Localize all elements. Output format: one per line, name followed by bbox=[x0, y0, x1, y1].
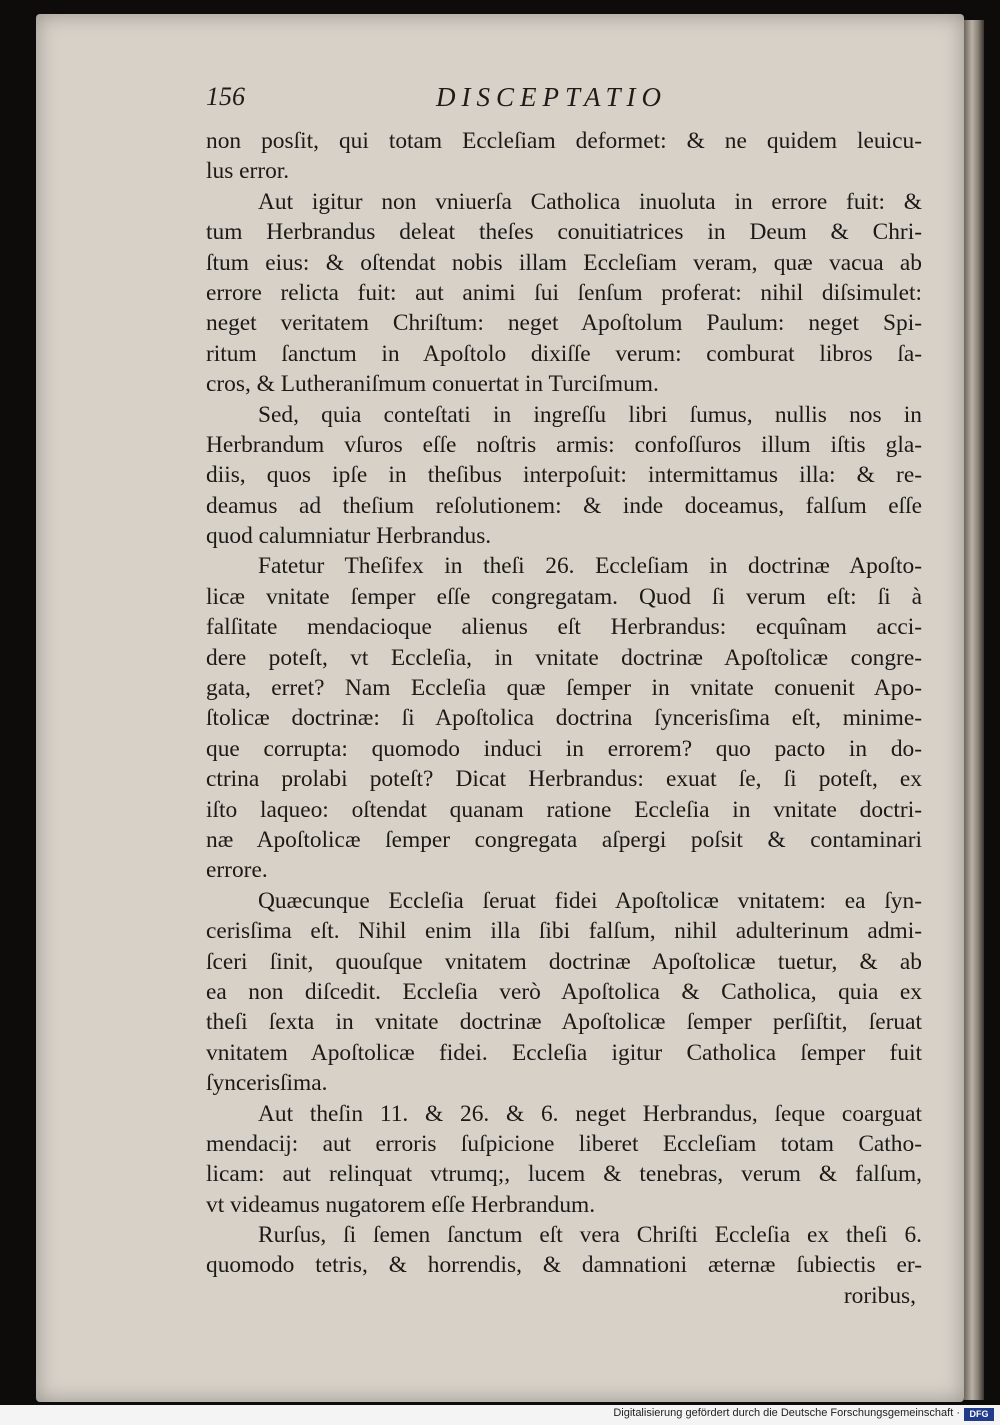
text-line: gata, erret? Nam Eccleſia quæ ſemper in vnitate conuenit Apo- bbox=[206, 675, 922, 702]
text-line: ctrina prolabi poteſt? Dicat Herbrandus: exuat ſe, ſi poteſt, ex bbox=[206, 766, 922, 793]
text-line: ſceri ſinit, quouſque vnitatem doctrinæ Apoſtolicæ tuetur, & ab bbox=[206, 948, 922, 975]
text-line: Herbrandum vſuros eſſe noſtris armis: confoſſuros illum iſtis gla- bbox=[206, 431, 922, 458]
text-line: iſto laqueo: oſtendat quanam ratione Eccleſia in vnitate doctri- bbox=[206, 796, 922, 823]
text-line: Aut theſin 11. & 26. & 6. neget Herbrandus, ſeque coarguat bbox=[258, 1100, 922, 1127]
text-line: mendacij: aut erroris ſuſpicione liberet Eccleſiam totam Catho- bbox=[206, 1130, 922, 1157]
text-line: dere poteſt, vt Eccleſia, in vnitate doctrinæ Apoſtolicæ congre- bbox=[206, 644, 922, 671]
page-edge bbox=[964, 20, 984, 1400]
text-line: quomodo tetris, & horrendis, & damnationi æternæ ſubiectis er- bbox=[206, 1252, 922, 1279]
text-line: Rurſus, ſi ſemen ſanctum eſt vera Chriſti Eccleſia ex theſi 6. bbox=[258, 1222, 922, 1249]
text-line: lus error. bbox=[206, 158, 290, 185]
text-line: vt videamus nugatorem eſſe Herbrandum. bbox=[206, 1191, 596, 1218]
text-line: licæ vnitate ſemper eſſe congregatam. Quod ſi verum eſt: ſi à bbox=[206, 583, 922, 610]
text-line: theſi ſexta in vnitate doctrinæ Apoſtolicæ ſemper perſiſtit, ſeruat bbox=[206, 1009, 922, 1036]
text-line: errore. bbox=[206, 857, 268, 884]
page-number: 156 bbox=[206, 82, 245, 111]
text-line: diis, quos ipſe in theſibus interpoſuit: intermittamus illa: & re- bbox=[206, 462, 922, 489]
text-line: licam: aut relinquat vtrumq;, lucem & tenebras, verum & falſum, bbox=[206, 1161, 922, 1188]
text-line: falſitate mendacioque alienus eſt Herbrandus: ecquînam acci- bbox=[206, 614, 922, 641]
text-line: ſyncerisſima. bbox=[206, 1070, 328, 1097]
text-line: tum Herbrandus deleat theſes conuitiatrices in Deum & Chri- bbox=[206, 219, 922, 246]
text-line: neget veritatem Chriſtum: neget Apoſtolum Paulum: neget Spi- bbox=[206, 310, 922, 337]
text-line: non posſit, qui totam Eccleſiam deformet: & ne quidem leuicu- bbox=[206, 128, 922, 154]
text-line: ea non diſcedit. Eccleſia verò Apoſtolica & Catholica, quia ex bbox=[206, 978, 922, 1005]
dfg-logo: DFG bbox=[964, 1408, 994, 1421]
text-line: Sed, quia conteſtati in ingreſſu libri ſumus, nullis nos in bbox=[258, 401, 922, 428]
text-line: quod calumniatur Herbrandus. bbox=[206, 523, 492, 550]
catchword: roribus, bbox=[843, 1282, 916, 1309]
text-line: cros, & Lutheraniſmum conuertat in Turciſmum. bbox=[206, 371, 659, 398]
body-text bbox=[206, 126, 922, 1311]
text-line: ſtum eius: & oſtendat nobis illam Eccleſiam veram, quæ vacua ab bbox=[206, 249, 922, 276]
text-line: deamus ad theſium reſolutionem: & inde doceamus, falſum eſſe bbox=[206, 492, 922, 519]
footer-credit: Digitalisierung gefördert durch die Deutsche Forschungsgemeinschaft · bbox=[613, 1407, 960, 1419]
running-head bbox=[206, 82, 926, 114]
text-line: ſtolicæ doctrinæ: ſi Apoſtolica doctrina ſyncerisſima eſt, minime- bbox=[206, 705, 922, 732]
text-line: Aut igitur non vniuerſa Catholica inuoluta in errore fuit: & bbox=[258, 188, 922, 215]
text-line: que corrupta: quomodo induci in errorem? quo pacto in do- bbox=[206, 735, 922, 762]
text-line: errore relicta fuit: aut animi ſui ſenſum proferat: nihil diſsimulet: bbox=[206, 279, 922, 306]
running-title: DISCEPTATIO bbox=[436, 82, 667, 112]
text-line: Fatetur Theſifex in theſi 26. Eccleſiam in doctrinæ Apoſto- bbox=[258, 553, 922, 580]
text-line: ritum ſanctum in Apoſtolo dixiſſe verum: comburat libros ſa- bbox=[206, 340, 922, 367]
text-line: næ Apoſtolicæ ſemper congregata aſpergi poſsit & contaminari bbox=[206, 826, 922, 853]
text-line: cerisſima eſt. Nihil enim illa ſibi falſum, nihil adulterinum admi- bbox=[206, 918, 922, 945]
text-line: Quæcunque Eccleſia ſeruat fidei Apoſtolicæ vnitatem: ea ſyn- bbox=[258, 887, 922, 914]
text-line: vnitatem Apoſtolicæ fidei. Eccleſia igitur Catholica ſemper fuit bbox=[206, 1039, 922, 1066]
digitization-footer bbox=[0, 1405, 1000, 1425]
